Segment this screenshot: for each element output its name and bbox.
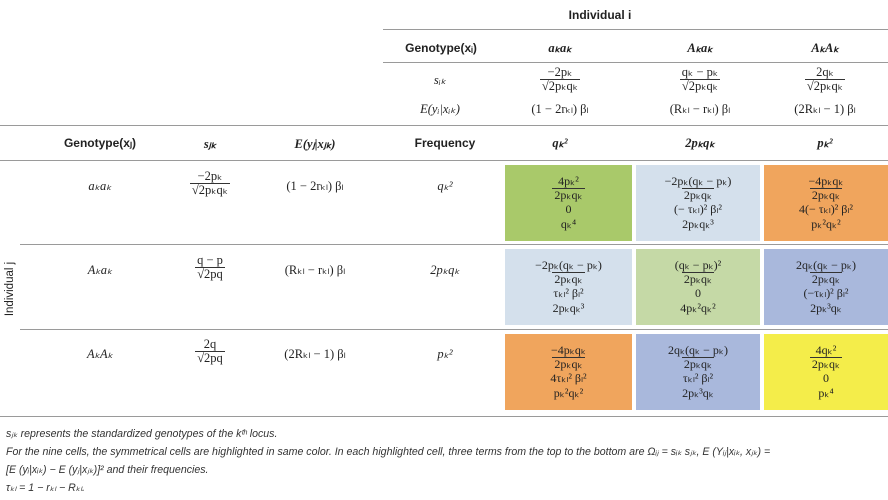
- col-s-3-den: √2pₖqₖ: [806, 79, 844, 94]
- rule-top-main: [0, 125, 888, 126]
- row2-s-den: √2pq: [197, 267, 223, 282]
- cell-r1-c1-t3: qₖ⁴: [560, 216, 577, 231]
- col-s-2-num: qₖ − pₖ: [681, 65, 719, 79]
- cell-r3-c2-den: 2pₖqₖ: [683, 356, 713, 371]
- col-freq-1: qₖ²: [552, 136, 568, 150]
- row2-e: (Rₖₗ − rₖₗ) βₗ: [284, 263, 346, 277]
- cell-r2-c2: [636, 249, 760, 325]
- col-s-1: [500, 66, 620, 93]
- cell-r2-c1-t2: τₖₗ² βₗ²: [553, 286, 584, 301]
- cell-r2-c1-den: 2pₖqₖ: [554, 271, 583, 286]
- col-e-1: (1 − 2rₖₗ) βₗ: [531, 102, 589, 116]
- row3-s-den: √2pq: [197, 351, 223, 366]
- row3-s-num: 2q: [203, 337, 217, 351]
- col-freq-2: 2pₖqₖ: [685, 136, 715, 150]
- col-s-1-num: −2pₖ: [547, 65, 573, 79]
- row1-s-num: −2pₖ: [197, 169, 223, 183]
- row2-s-num: q − p: [197, 253, 223, 267]
- footnote-2: For the nine cells, the symmetrical cells are highlighted in same color. In each highlighted cell, three terms from the top to the bottom are Ωᵢⱼ = sᵢₖ sⱼₖ, E (Yᵢⱼ|xᵢₖ, xⱼₖ) =: [6, 446, 771, 458]
- row1-e: (1 − 2rₖₗ) βₗ: [286, 179, 344, 193]
- col-freq-3: pₖ²: [817, 136, 833, 150]
- cell-r2-c3-t3: 2pₖ³qₖ: [810, 300, 842, 315]
- cell-r3-c3: [764, 334, 888, 410]
- cell-r3-c3-t3: pₖ⁴: [818, 385, 834, 400]
- cell-r3-c1-t3: pₖ²qₖ²: [553, 385, 584, 400]
- col-e-3: (2Rₖₗ − 1) βₗ: [794, 102, 856, 116]
- col-e-2: (Rₖₗ − rₖₗ) βₗ: [669, 102, 731, 116]
- cell-r2-c3-num: 2qₖ(qₖ − pₖ): [795, 258, 857, 273]
- row3-freq: pₖ²: [437, 347, 453, 361]
- rule-row2: [20, 329, 888, 330]
- row3-e: (2Rₖₗ − 1) βₗ: [284, 347, 346, 361]
- col-s-1-den: √2pₖqₖ: [541, 79, 579, 94]
- cell-r1-c2: [636, 165, 760, 241]
- row1-s-den: √2pₖqₖ: [191, 183, 229, 198]
- footnote-3: [E (yᵢ|xᵢₖ) − E (yⱼ|xⱼₖ)]² and their frequencies.: [6, 464, 209, 476]
- cell-r3-c1-den: 2pₖqₖ: [554, 356, 583, 371]
- cell-r2-c3-den: 2pₖqₖ: [811, 271, 841, 286]
- row2-genotype: Aₖaₖ: [87, 263, 113, 277]
- cell-r2-c1-t3: 2pₖqₖ³: [552, 300, 585, 315]
- s-jk-label: sⱼₖ: [203, 137, 217, 151]
- cell-r3-c2-t2: τₖₗ² βₗ²: [682, 371, 714, 386]
- cell-r2-c3-t2: (−τₖₗ)² βₗ²: [803, 286, 849, 301]
- individual-i-header: Individual i: [568, 8, 632, 22]
- footnote-4: τₖₗ = 1 − rₖₗ − Rₖₗ.: [6, 482, 86, 494]
- cell-r2-c3: [764, 249, 888, 325]
- cell-r1-c3-t3: pₖ²qₖ²: [811, 216, 841, 231]
- e-yi-label: E(yᵢ|xᵢₖ): [420, 102, 460, 116]
- rule-under-col-header: [0, 160, 888, 161]
- genotype-xj-label: Genotype(xⱼ): [63, 136, 137, 150]
- row2-freq: 2pₖqₖ: [430, 263, 460, 277]
- cell-r1-c3-num: −4pₖqₖ: [808, 174, 844, 189]
- e-yj-label: E(yⱼ|xⱼₖ): [294, 137, 336, 151]
- footnote-1: sⱼₖ represents the standardized genotypes of the kᵗʰ locus.: [6, 428, 278, 440]
- cell-r1-c1-t2: 0: [565, 202, 572, 217]
- cell-r1-c3-den: 2pₖqₖ: [811, 187, 841, 202]
- cell-r2-c1: [505, 249, 632, 325]
- rule-bottom: [0, 416, 888, 417]
- row1-s: [165, 170, 255, 197]
- col-s-3-num: 2qₖ: [816, 65, 834, 79]
- cell-r1-c1: [505, 165, 632, 241]
- s-ik-label: sᵢₖ: [433, 73, 447, 87]
- col-genotype-1: aₖaₖ: [548, 41, 572, 55]
- row3-s: [165, 338, 255, 365]
- cell-r3-c2-t3: 2pₖ³qₖ: [682, 385, 714, 400]
- cell-r2-c1-num: −2pₖ(qₖ − pₖ): [535, 258, 602, 273]
- row1-genotype: aₖaₖ: [88, 179, 112, 193]
- cell-r2-c2-den: 2pₖqₖ: [683, 271, 713, 286]
- cell-r3-c3-t2: 0: [823, 371, 829, 386]
- col-genotype-3: AₖAₖ: [811, 41, 839, 55]
- cell-r3-c1-t2: 4τₖₗ² βₗ²: [550, 371, 587, 386]
- cell-r1-c2-t3: 2pₖqₖ³: [682, 216, 714, 231]
- cell-r3-c2-num: 2qₖ(qₖ − pₖ): [667, 343, 729, 358]
- rule-row1: [20, 244, 888, 245]
- cell-r2-c2-num: (qₖ − pₖ)²: [674, 258, 722, 273]
- cell-r2-c2-t3: 4pₖ²qₖ²: [680, 300, 716, 315]
- individual-j-label: Individual j: [4, 261, 16, 317]
- row2-s: [165, 254, 255, 281]
- rule-under-genotype-xi: [383, 62, 888, 63]
- cell-r3-c1-num: −4pₖqₖ: [551, 343, 586, 358]
- row3-genotype: AₖAₖ: [87, 347, 113, 361]
- col-genotype-2: Aₖaₖ: [687, 41, 713, 55]
- col-s-2-den: √2pₖqₖ: [681, 79, 719, 94]
- cell-r1-c1-den: 2pₖqₖ: [554, 187, 583, 202]
- cell-r1-c3: [764, 165, 888, 241]
- cell-r3-c2: [636, 334, 760, 410]
- cell-r1-c2-num: −2pₖ(qₖ − pₖ): [664, 174, 732, 189]
- cell-r1-c2-den: 2pₖqₖ: [683, 187, 713, 202]
- cell-r3-c3-num: 4qₖ²: [815, 343, 837, 358]
- row1-freq: qₖ²: [437, 179, 453, 193]
- genotype-xi-label: Genotype(xᵢ): [405, 41, 477, 55]
- cell-r3-c3-den: 2pₖqₖ: [811, 356, 841, 371]
- cell-r1-c3-t2: 4(− τₖₗ)² βₗ²: [799, 202, 853, 217]
- cell-r3-c1: [505, 334, 632, 410]
- col-s-3: [765, 66, 885, 93]
- frequency-label: Frequency: [414, 136, 476, 150]
- col-s-2: [640, 66, 760, 93]
- cell-r2-c2-t2: 0: [695, 286, 701, 301]
- cell-r1-c1-num: 4pₖ²: [558, 174, 579, 189]
- rule-under-individual-i: [383, 29, 888, 30]
- cell-r1-c2-t2: (− τₖₗ)² βₗ²: [674, 202, 722, 217]
